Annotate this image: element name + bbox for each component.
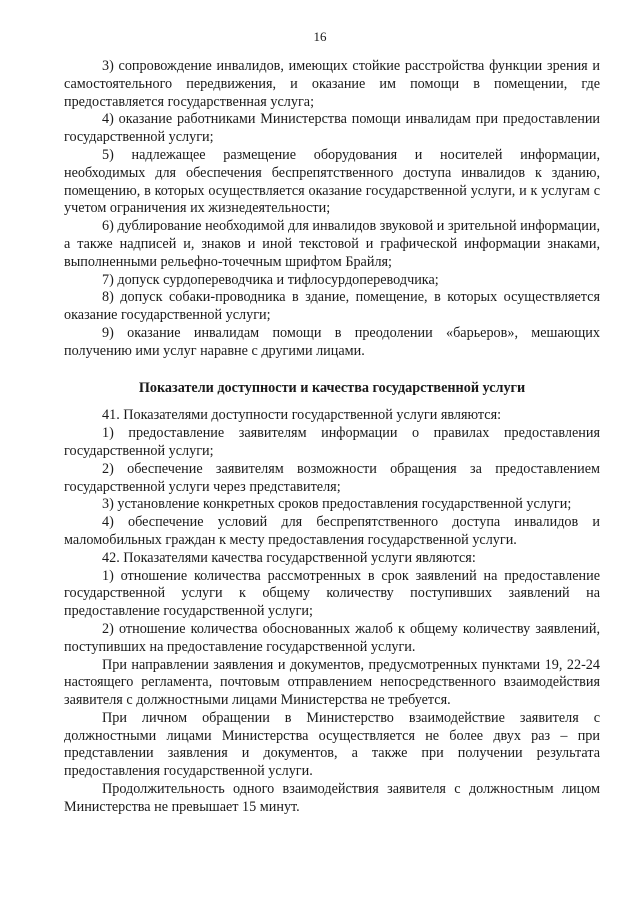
paragraph: Продолжительность одного взаимодействия заявителя с должностным лицом Министерства не превышает 15 минут. [64,781,600,815]
list-item: 1) предоставление заявителям информации о правилах предоставления государственной услуги; [64,425,600,459]
section-heading: Показатели доступности и качества государственной услуги [138,379,526,396]
list-item: 3) сопровождение инвалидов, имеющих стойкие расстройства функции зрения и самостоятельного передвижения, и оказание им помощи в помещении, где предоставляется государственная услуга; [64,58,600,110]
list-item: 2) отношение количества обоснованных жалоб к общему количеству заявлений, поступивших на предоставление государственной услуги. [64,620,600,655]
list-item: 4) оказание работниками Министерства помощи инвалидам при предоставлении государственной услуги; [64,111,600,146]
page-number: 16 [313,29,327,44]
item-42-intro: 42. Показателями качества государственной услуги являются: [102,549,476,566]
list-item: 8) допуск собаки-проводника в здание, помещение, в которых осуществляется оказание государственной услуги; [64,289,600,324]
item-41-intro: 41. Показателями доступности государственной услуги являются: [102,407,502,424]
document-body [64,58,600,817]
paragraph: При направлении заявления и документов, предусмотренных пунктами 19, 22-24 настоящего регламента, почтовым отправлением непосредственного взаимодействия заявителя с должностными лицами Министерства не требуется. [64,656,600,709]
list-item: 2) обеспечение заявителям возможности обращения за предоставлением государственной услуги через представителя; [64,460,600,495]
list-item: 5) надлежащее размещение оборудования и носителей информации, необходимых для обеспечения беспрепятственного доступа инвалидов к зданию, помещению, в которых осуществляется оказание государственной услуги, и к услугам с учетом ограничения их жизнедеятельности; [64,146,600,217]
paragraph: При личном обращении в Министерство взаимодействие заявителя с должностными лицами Министерства осуществляется не более двух раз – при представлении заявления и документов, а также при получении результата предоставления государственной услуги. [64,709,600,780]
list-item: 7) допуск сурдопереводчика и тифлосурдопереводчика; [102,271,439,288]
list-item: 9) оказание инвалидам помощи в преодолении «барьеров», мешающих получению ими услуг наравне с другими лицами. [64,324,600,359]
list-item: 6) дублирование необходимой для инвалидов звуковой и зрительной информации, а также надписей и, знаков и иной текстовой и графической информации знаками, выполненными рельефно-точечным шрифтом Брайля; [64,218,600,270]
list-item: 1) отношение количества рассмотренных в срок заявлений на предоставление государственной услуги к общему количеству поступивших заявлений на предоставление государственной услуги; [64,567,600,620]
list-item: 3) установление конкретных сроков предоставления государственной услуги; [102,496,572,513]
list-item: 4) обеспечение условий для беспрепятственного доступа инвалидов и маломобильных граждан к месту предоставления государственной услуги. [64,514,600,548]
